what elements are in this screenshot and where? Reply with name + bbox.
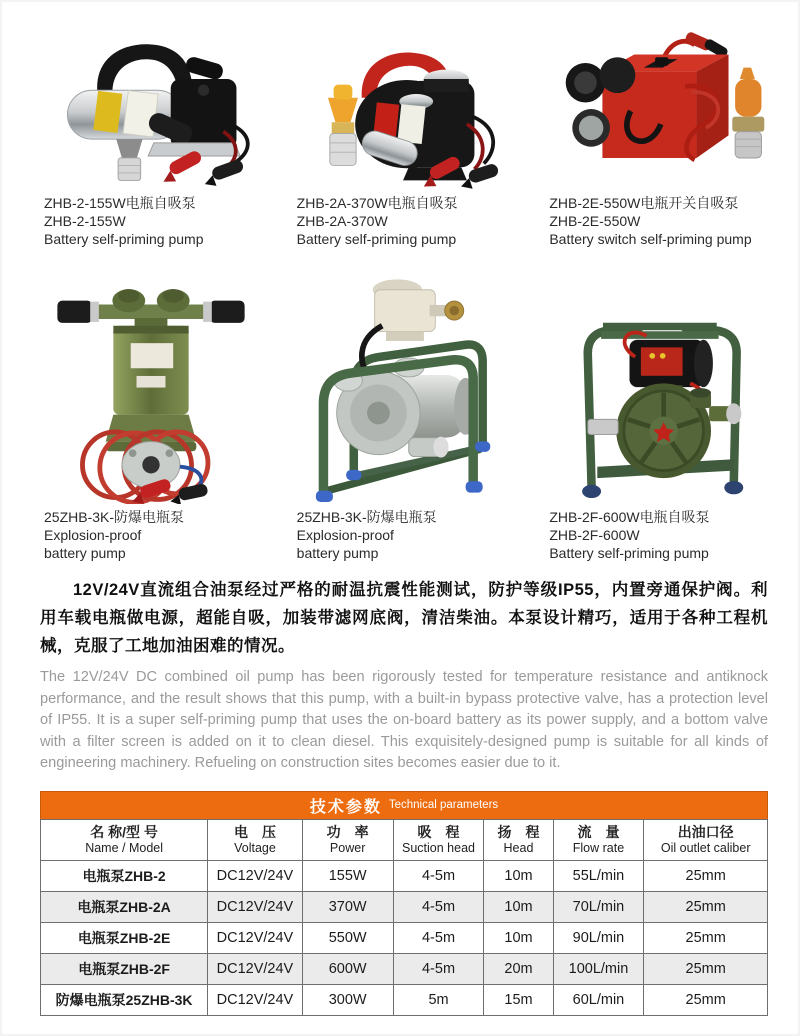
table-cell: 25mm: [644, 953, 768, 984]
product-card-zhb-2e: [533, 24, 780, 252]
table-title-cn: 技术参数: [309, 798, 382, 816]
product-model: ZHB-2A-370W: [296, 213, 388, 229]
product-name-cn: ZHB-2-155W电瓶自吸泵: [44, 195, 196, 211]
product-name-en: Battery switch self-priming pump: [549, 231, 752, 247]
product-caption: [281, 194, 528, 252]
column-header-flow-rate: 流 量 Flow rate: [553, 819, 644, 860]
column-header-head: 扬 程 Head: [484, 819, 553, 860]
description-chinese: 12V/24V直流组合油泵经过严格的耐温抗震性能测试，防护等级IP55，内置旁通保护阀。利用车载电瓶做电源，超能自吸，加装带滤网底阀，清洁柴油。本泵设计精巧，适用于各种工程机械，克服了工地加油困难的情况。: [40, 581, 768, 655]
table-cell: 电瓶泵ZHB-2: [41, 860, 208, 891]
table-cell: 25mm: [644, 984, 768, 1015]
product-name-en: Explosion-proof: [296, 527, 394, 543]
table-cell: 10m: [484, 860, 553, 891]
description-english: The 12V/24V DC combined oil pump has been rigorously tested for temperature resistance and antiknock performance, and the result shows that this pump, with a built-in bypass protective valve, has a protection level of IP55. It is a super self-priming pump that uses the on-board battery as its power supply, and a bottom valve with a filter screen is added on it to clean diesel. This exquisitely-designed pump is suitable for all kinds of engineering machinery. Refueling on construction sites becomes easier due to it.: [40, 669, 768, 771]
table-cell: 155W: [302, 860, 393, 891]
table-cell: 10m: [484, 922, 553, 953]
product-name-cn: ZHB-2E-550W电瓶开关自吸泵: [549, 195, 739, 211]
product-card-zhb-2f: [533, 252, 780, 566]
table-cell: DC12V/24V: [208, 984, 303, 1015]
table-cell: 370W: [302, 891, 393, 922]
table-cell: 600W: [302, 953, 393, 984]
table-cell: 55L/min: [553, 860, 644, 891]
frame-pump-illustration: [295, 266, 513, 504]
table-cell: 60L/min: [553, 984, 644, 1015]
product-name-en: Battery self-priming pump: [296, 231, 457, 247]
product-name-en: Explosion-proof: [44, 527, 142, 543]
product-caption: [281, 508, 528, 566]
table-cell: 4-5m: [393, 860, 484, 891]
battery-pump-illustration: [43, 30, 259, 190]
table-cell: 100L/min: [553, 953, 644, 984]
product-photo-zhb-2: [28, 24, 275, 190]
product-photo-zhb-2a: [281, 24, 528, 190]
product-caption: [28, 194, 275, 252]
product-name-cn: 25ZHB-3K-防爆电瓶泵: [44, 509, 185, 525]
product-grid: [28, 24, 780, 566]
product-card-25zhb-3k-a: [28, 252, 275, 566]
table-cell: DC12V/24V: [208, 891, 303, 922]
table-cell: 5m: [393, 984, 484, 1015]
technical-parameters-section: [40, 791, 768, 1016]
table-cell: 25mm: [644, 891, 768, 922]
table-header-row: [41, 819, 768, 860]
table-cell: 25mm: [644, 860, 768, 891]
table-row-zhb-2: [41, 860, 768, 891]
table-cell: 电瓶泵ZHB-2A: [41, 891, 208, 922]
table-cell: 防爆电瓶泵25ZHB-3K: [41, 984, 208, 1015]
technical-parameters-table: [40, 819, 768, 1016]
table-cell: 4-5m: [393, 922, 484, 953]
product-photo-zhb-2e: [533, 24, 780, 190]
product-name-en: Battery self-priming pump: [44, 231, 204, 247]
product-model: ZHB-2E-550W: [549, 213, 641, 229]
explosion-proof-pump-illustration: [40, 274, 262, 504]
product-photo-25zhb-3k-b: [281, 262, 528, 504]
table-cell: 90L/min: [553, 922, 644, 953]
table-row-zhb-2a: [41, 891, 768, 922]
column-header-suction-head: 吸 程 Suction head: [393, 819, 484, 860]
table-cell: 4-5m: [393, 891, 484, 922]
product-name-en2: battery pump: [296, 545, 379, 561]
product-card-zhb-2a: [281, 24, 528, 252]
table-cell: 4-5m: [393, 953, 484, 984]
table-title: [40, 791, 768, 819]
product-name-cn: ZHB-2A-370W电瓶自吸泵: [296, 195, 458, 211]
table-cell: 电瓶泵ZHB-2F: [41, 953, 208, 984]
table-row-25zhb-3k: [41, 984, 768, 1015]
table-cell: DC12V/24V: [208, 860, 303, 891]
product-name-en2: battery pump: [44, 545, 126, 561]
table-row-zhb-2f: [41, 953, 768, 984]
table-cell: 70L/min: [553, 891, 644, 922]
table-cell: 20m: [484, 953, 553, 984]
switch-pump-illustration: [544, 30, 770, 190]
table-cell: 15m: [484, 984, 553, 1015]
table-cell: 550W: [302, 922, 393, 953]
table-cell: DC12V/24V: [208, 953, 303, 984]
column-header-name-model: 名 称/型 号 Name / Model: [41, 819, 208, 860]
description-section: [40, 576, 768, 775]
column-header-power: 功 率 Power: [302, 819, 393, 860]
column-header-voltage: 电 压 Voltage: [208, 819, 303, 860]
table-row-zhb-2e: [41, 922, 768, 953]
column-header-oil-outlet: 出油口径 Oil outlet caliber: [644, 819, 768, 860]
product-name-cn: ZHB-2F-600W电瓶自吸泵: [549, 509, 710, 525]
product-caption: [533, 508, 780, 566]
table-cell: 300W: [302, 984, 393, 1015]
frame-star-pump-illustration: [548, 276, 766, 504]
table-title-en: Technical parameters: [388, 799, 499, 811]
product-model: ZHB-2-155W: [44, 213, 126, 229]
table-cell: 25mm: [644, 922, 768, 953]
product-photo-zhb-2f: [533, 262, 780, 504]
product-card-zhb-2: [28, 24, 275, 252]
table-cell: 电瓶泵ZHB-2E: [41, 922, 208, 953]
table-cell: DC12V/24V: [208, 922, 303, 953]
product-name-en: Battery self-priming pump: [549, 545, 709, 561]
product-model: ZHB-2F-600W: [549, 527, 640, 543]
product-name-cn: 25ZHB-3K-防爆电瓶泵: [296, 509, 437, 525]
table-cell: 10m: [484, 891, 553, 922]
battery-pump-illustration: [296, 30, 512, 190]
product-card-25zhb-3k-b: [281, 252, 528, 566]
product-caption: [28, 508, 275, 566]
product-caption: [533, 194, 780, 252]
product-photo-25zhb-3k-a: [28, 262, 275, 504]
